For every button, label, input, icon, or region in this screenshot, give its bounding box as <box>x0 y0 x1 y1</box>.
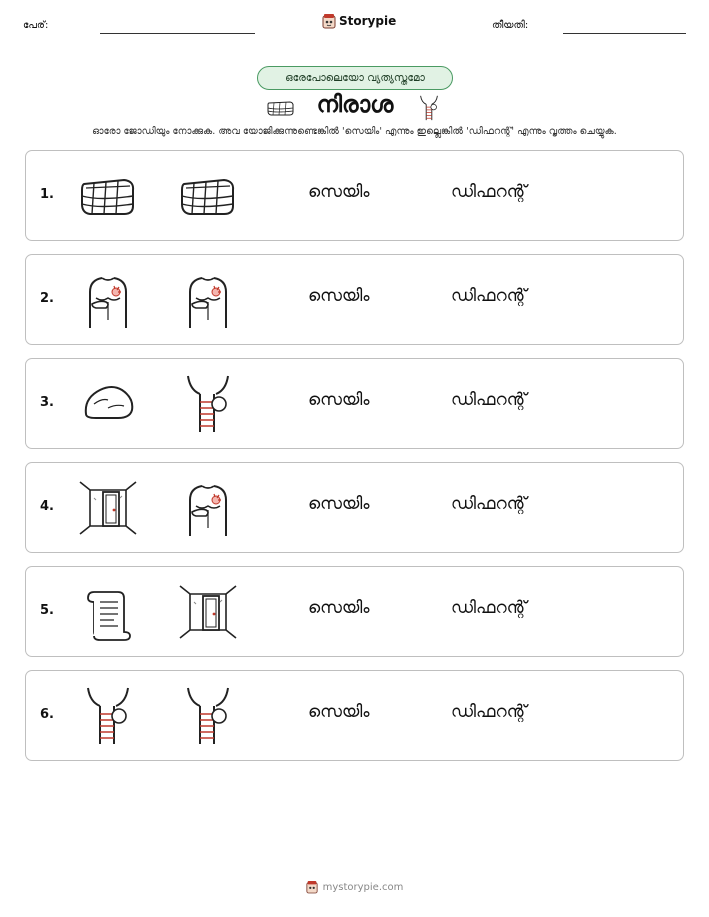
exercise-row <box>25 670 684 761</box>
row-number: 3. <box>40 395 54 410</box>
instructions: ഓരോ ജോഡിയും നോക്കുക. അവ യോജിക്കുന്നുണ്ടെങ്കിൽ 'സെയിം' എന്നും ഇല്ലെങ്കിൽ 'ഡിഫറന്റ്' എന്നും വൃത്തം ചെയ്യുക. <box>92 126 617 137</box>
throat-icon <box>178 686 238 746</box>
exercise-row <box>25 566 684 657</box>
date-field[interactable] <box>563 33 686 34</box>
scroll-icon <box>78 582 138 642</box>
chest-pain-icon <box>78 270 138 330</box>
row-number: 6. <box>40 707 54 722</box>
same-option[interactable]: സെയിം <box>308 182 370 202</box>
lump-icon <box>78 374 138 434</box>
topic-badge: ഒരേപോലെയോ വ്യത്യസ്തമോ <box>257 66 453 90</box>
door-icon <box>178 582 238 642</box>
same-option[interactable]: സെയിം <box>308 702 370 722</box>
chest-pain-icon <box>178 270 238 330</box>
storypie-logo-icon <box>322 13 336 29</box>
throat-icon <box>415 93 443 123</box>
different-option[interactable]: ഡിഫറന്റ് <box>451 494 527 514</box>
same-option[interactable]: സെയിം <box>308 494 370 514</box>
footer <box>0 880 709 894</box>
throat-icon <box>78 686 138 746</box>
chest-pain-icon <box>178 478 238 538</box>
blanket-icon <box>78 166 138 226</box>
different-option[interactable]: ഡിഫറന്റ് <box>451 702 527 722</box>
different-option[interactable]: ഡിഫറന്റ് <box>451 390 527 410</box>
exercise-row <box>25 254 684 345</box>
same-option[interactable]: സെയിം <box>308 286 370 306</box>
different-option[interactable]: ഡിഫറന്റ് <box>451 286 527 306</box>
brand-name: Storypie <box>339 14 397 28</box>
same-option[interactable]: സെയിം <box>308 598 370 618</box>
footer-url: mystorypie.com <box>322 881 404 893</box>
row-number: 2. <box>40 291 54 306</box>
row-number: 5. <box>40 603 54 618</box>
blanket-icon <box>266 97 296 119</box>
door-icon <box>78 478 138 538</box>
name-field[interactable] <box>100 33 255 34</box>
page-title: നിരാശ <box>316 92 394 118</box>
different-option[interactable]: ഡിഫറന്റ് <box>451 598 527 618</box>
storypie-logo-icon <box>306 880 318 894</box>
row-number: 4. <box>40 499 54 514</box>
name-label: പേര്: <box>23 20 49 31</box>
blanket-icon <box>178 166 238 226</box>
date-label: തീയതി: <box>492 20 529 31</box>
same-option[interactable]: സെയിം <box>308 390 370 410</box>
different-option[interactable]: ഡിഫറന്റ് <box>451 182 527 202</box>
exercise-row <box>25 462 684 553</box>
row-number: 1. <box>40 187 54 202</box>
throat-icon <box>178 374 238 434</box>
exercise-row <box>25 358 684 449</box>
title-row <box>0 90 709 124</box>
brand-logo <box>322 13 396 29</box>
exercise-row <box>25 150 684 241</box>
